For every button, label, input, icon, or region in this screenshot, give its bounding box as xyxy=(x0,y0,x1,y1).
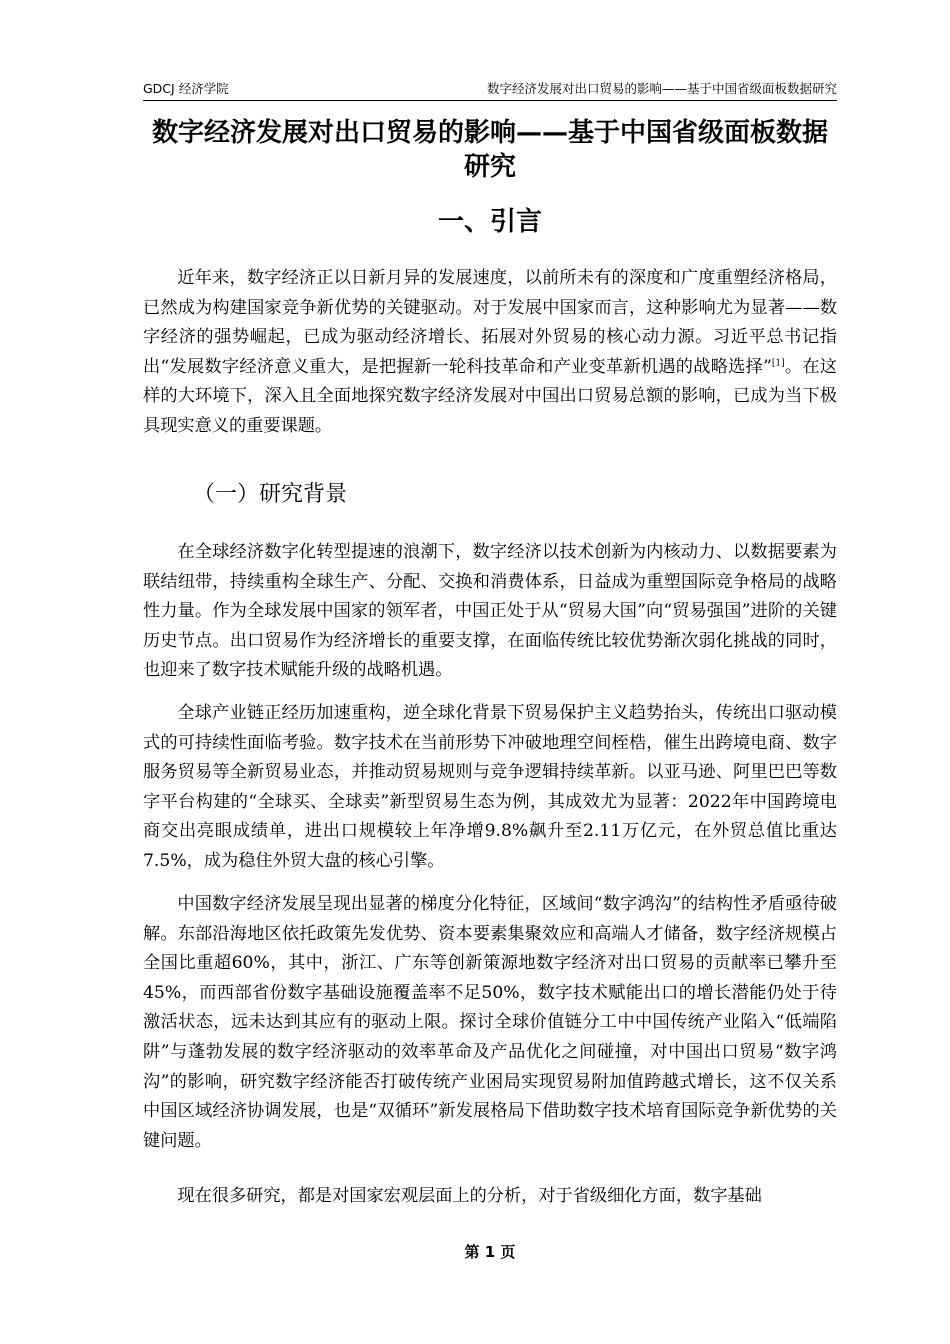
section-heading-introduction: 一、引言 xyxy=(437,207,542,237)
paragraph-background-4: 现在很多研究，都是对国家宏观层面上的分析，对于省级细化方面，数字基础 xyxy=(177,1186,762,1206)
header-paper-title: 数字经济发展对出口贸易的影响——基于中国省级面板数据研究 xyxy=(486,81,837,96)
header-institution: GDCJ 经济学院 xyxy=(143,81,229,96)
citation-ref[interactable]: [1] xyxy=(771,358,785,369)
paragraph-background-3: 中国数字经济发展呈现出显著的梯度分化特征，区域间“数字鸿沟”的结构性矛盾亟待破解。东部沿海地区依托政策先发优势、资本要素集聚效应和高端人才储备，数字经济规模占全国比重超60%，其中，浙江、广东等创新策源地数字经济对出口贸易的贡献率已攀升至45%，而西部省份数字基础设施覆盖率不足50%，数字技术赋能出口的增长潜能仍处于待激活状态，远未达到其应有的驱动上限。探讨全球价值链分工中中国传统产业陷入“低端陷阱”与蓬勃发展的数字经济驱动的效率革命及产品优化之间碰撞，对中国出口贸易“数字鸿沟”的影响，研究数字经济能否打破传统产业困局实现贸易附加值跨越式增长，这不仅关系中国区域经济协调发展，也是“双循环”新发展格局下借助数字技术培育国际竞争新优势的关键问题。 xyxy=(143,894,837,1151)
page-number: 第 1 页 xyxy=(464,1243,516,1261)
running-header xyxy=(143,78,837,100)
header-rule xyxy=(143,100,837,101)
paragraph-introduction xyxy=(143,264,837,446)
paragraph-text: 。在这样的大环境下，深入且全面地探究数字经济发展对中国出口贸易总额的影响，已成为当下极具现实意义的重要课题。 xyxy=(143,356,837,436)
paragraph-text: 近年来，数字经济正以日新月异的发展速度，以前所未有的深度和广度重塑经济格局，已然成为构建国家竞争新优势的关键驱动。对于发展中国家而言，这种影响尤为显著——数字经济的强势崛起，已成为驱动经济增长、拓展对外贸易的核心动力源。习近平总书记指出“发展数字经济意义重大，是把握新一轮科技革命和产业变革新机遇的战略选择” xyxy=(143,268,837,377)
subsection-heading-background: （一）研究背景 xyxy=(193,482,348,507)
paper-title: 数字经济发展对出口贸易的影响——基于中国省级面板数据研究 xyxy=(151,118,828,182)
paragraph-background-2: 全球产业链正经历加速重构，逆全球化背景下贸易保护主义趋势抬头，传统出口驱动模式的可持续性面临考验。数字技术在当前形势下冲破地理空间桎梏，催生出跨境电商、数字服务贸易等全新贸易业态，并推动贸易规则与竞争逻辑持续革新。以亚马逊、阿里巴巴等数字平台构建的“全球买、全球卖”新型贸易生态为例，其成效尤为显著：2022年中国跨境电商交出亮眼成绩单，进出口规模较上年净增9.8%飙升至2.11万亿元，在外贸总值比重达7.5%，成为稳住外贸大盘的核心引擎。 xyxy=(143,703,837,871)
paragraph-background-1: 在全球经济数字化转型提速的浪潮下，数字经济以技术创新为内核动力、以数据要素为联结纽带，持续重构全球生产、分配、交换和消费体系，日益成为重塑国际竞争格局的战略性力量。作为全球发展中国家的领军者，中国正处于从“贸易大国”向“贸易强国”进阶的关键历史节点。出口贸易作为经济增长的重要支撑，在面临传统比较优势渐次弱化挑战的同时，也迎来了数字技术赋能升级的战略机遇。 xyxy=(143,542,837,681)
